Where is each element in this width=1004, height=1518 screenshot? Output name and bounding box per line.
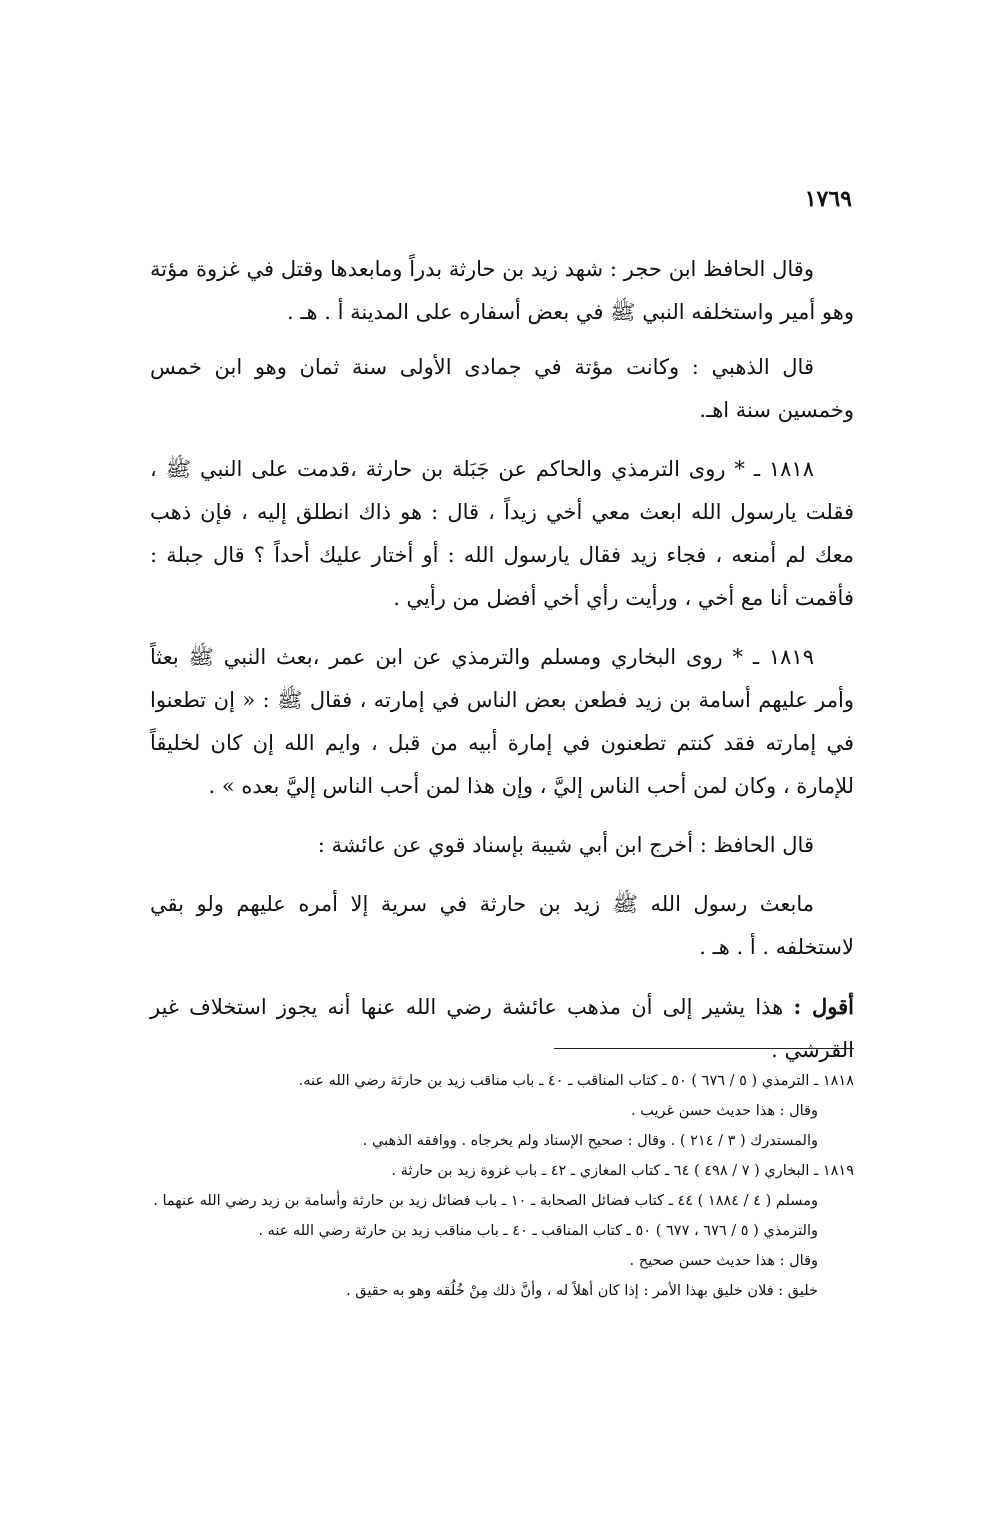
paragraph-hafiz-note: قال الحافظ : أخرج ابن أبي شيبة بإسناد قوي عن عائشة : — [317, 833, 814, 857]
paragraph-hadith-1818: ١٨١٨ ـ * روى الترمذي والحاكم عن جَبَلة بن حارثة ،قدمت على النبي ﷺ ، فقلت يارسول الله ابعث معي أخي زيداً ، قال : هو ذاك انطلق إليه ، فإن ذهب معك لم أمنعه ، فجاء زيد فقال يارسول الله : أو أختار عليك أحداً ؟ قال جبلة : فأقمت أنا مع أخي ، ورأيت رأي أخي أفضل من رأيي . — [150, 457, 854, 610]
footnote-1818-grading: وقال : هذا حديث حسن غريب . — [631, 1103, 818, 1119]
author-comment-text: هذا يشير إلى أن مذهب عائشة رضي الله عنها أنه يجوز استخلاف غير القرشي . — [150, 995, 854, 1062]
footnotes — [150, 1066, 854, 1306]
footnote-1819-muslim: ومسلم ( ٤ / ١٨٨٤ ) ٤٤ ـ كتاب فضائل الصحابة ـ ١٠ ـ باب فضائل زيد بن حارثة وأسامة بن زيد رضي الله عنهما . — [153, 1193, 818, 1209]
footnote-1818-mustadrak: والمستدرك ( ٣ / ٢١٤ ) . وقال : صحيح الإسناد ولم يخرجاه . ووافقه الذهبي . — [362, 1133, 818, 1149]
paragraph-hadith-1819: ١٨١٩ ـ * روى البخاري ومسلم والترمذي عن ابن عمر ،بعث النبي ﷺ بعثاً وأمر عليهم أسامة بن زيد فطعن بعض الناس في إمارته ، فقال ﷺ : « إن تطعنوا في إمارته فقد كنتم تطعنون في إمارة أبيه من قبل ، وايم الله إن كان لخليقاً للإمارة ، وكان لمن أحب الناس إليَّ ، وإن هذا لمن أحب الناس إليَّ بعده » . — [150, 645, 854, 798]
footnote-1818-tirmidhi: ١٨١٨ ـ الترمذي ( ٥ / ٦٧٦ ) ٥٠ ـ كتاب المناقب ـ ٤٠ ـ باب مناقب زيد بن حارثة رضي الله عنه. — [298, 1073, 854, 1089]
footnote-khaliq-definition: خليق : فلان خليق بهذا الأمر : إذا كان أهلاً له ، وأنَّ ذلك مِنْ خُلُقه وهو به حقيق . — [346, 1283, 818, 1299]
author-comment-lead: أقول : — [793, 994, 855, 1019]
footnote-1819-tirmidhi: والترمذي ( ٥ / ٦٧٦ ، ٦٧٧ ) ٥٠ ـ كتاب المناقب ـ ٤٠ ـ باب مناقب زيد بن حارثة رضي الله عنه . — [258, 1223, 818, 1239]
paragraph-ibn-hajar: وقال الحافظ ابن حجر : شهد زيد بن حارثة بدراً ومابعدها وقتل في غزوة مؤتة وهو أمير واستخلفه النبي ﷺ في بعض أسفاره على المدينة أ . هـ . — [150, 257, 854, 324]
footnote-1819-bukhari: ١٨١٩ ـ البخاري ( ٧ / ٤٩٨ ) ٦٤ ـ كتاب المغازي ـ ٤٢ ـ باب غزوة زيد بن حارثة . — [391, 1163, 854, 1179]
main-text — [150, 248, 854, 1084]
paragraph-dhahabi: قال الذهبي : وكانت مؤتة في جمادى الأولى سنة ثمان وهو ابن خمس وخمسين سنة اهـ. — [150, 355, 854, 422]
footnote-1819-grading: وقال : هذا حديث حسن صحيح . — [629, 1253, 818, 1269]
paragraph-author-comment — [150, 985, 854, 1072]
paragraph-aisha-report: مابعث رسول الله ﷺ زيد بن حارثة في سرية إلا أمره عليهم ولو بقي لاستخلفه . أ . هـ . — [150, 892, 854, 959]
footnote-divider — [554, 1048, 854, 1049]
page-number: ١٧٦٩ — [804, 186, 852, 212]
